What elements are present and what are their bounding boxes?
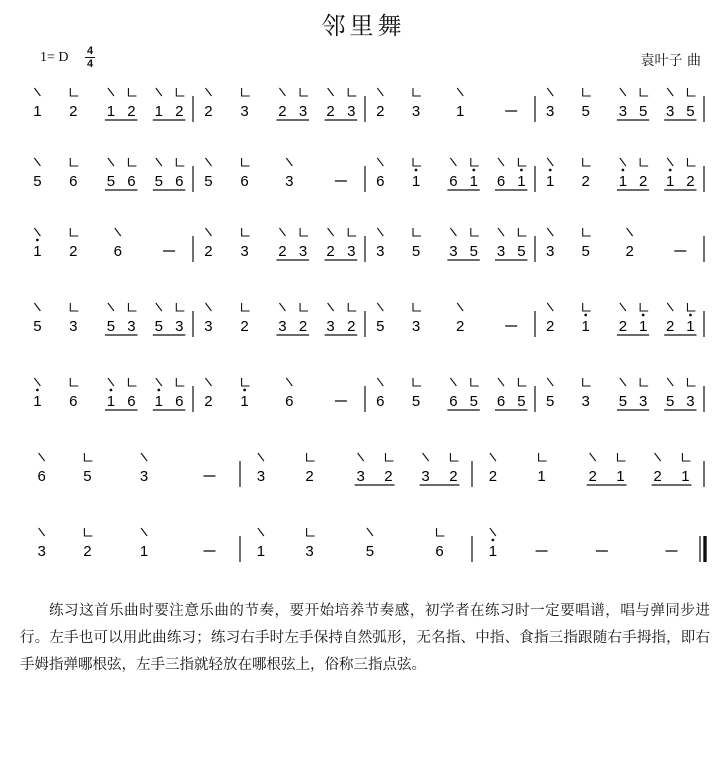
octave-dot	[36, 389, 39, 392]
stroke-mark	[423, 453, 429, 461]
hook-mark	[300, 228, 308, 236]
hook-mark	[348, 303, 356, 311]
hook-mark	[385, 453, 393, 461]
stroke-mark	[590, 453, 596, 461]
note-digit: 2	[204, 393, 213, 410]
note-digit: 5	[154, 173, 163, 190]
stroke-mark	[490, 528, 496, 536]
stroke-mark	[367, 528, 373, 536]
note-digit: 5	[411, 243, 421, 260]
note-digit: 2	[638, 173, 648, 190]
stroke-mark	[328, 228, 334, 236]
note-digit: 5	[106, 318, 116, 335]
hook-mark	[242, 158, 250, 166]
stroke-mark	[286, 378, 292, 386]
note-digit: 5	[546, 393, 555, 410]
note-digit: 5	[638, 103, 648, 120]
note-digit: 6	[449, 393, 458, 410]
note-digit: 3	[376, 243, 385, 260]
note-digit: 3	[666, 103, 675, 120]
note-digit: 3	[69, 318, 78, 335]
note-digit: 6	[435, 543, 444, 560]
hook-mark	[583, 158, 591, 166]
note-digit: 5	[517, 243, 526, 260]
note-digit: 3	[298, 243, 308, 260]
stroke-mark	[108, 303, 114, 311]
note-digit: 3	[347, 243, 356, 260]
hook-mark	[471, 228, 479, 236]
note-digit: 1	[686, 318, 695, 335]
note-digit: 5	[154, 318, 163, 335]
stroke-mark	[108, 158, 114, 166]
hook-mark	[471, 158, 479, 166]
note-digit: 5	[411, 393, 421, 410]
hook-mark	[242, 378, 250, 386]
stroke-mark	[141, 453, 147, 461]
note-digit: 5	[469, 393, 478, 410]
hook-mark	[539, 453, 547, 461]
stroke-mark	[450, 158, 456, 166]
key-signature: 1= D	[40, 50, 69, 65]
hook-mark	[413, 228, 421, 236]
note-digit: 1	[106, 103, 116, 120]
note-digit: 2	[175, 103, 184, 120]
note-digit: 5	[686, 103, 695, 120]
hook-mark	[687, 158, 695, 166]
note-digit: 2	[686, 173, 695, 190]
note-digit: 2	[653, 468, 662, 485]
stroke-mark	[498, 378, 504, 386]
note-digit: 5	[376, 318, 385, 335]
octave-dot	[520, 169, 523, 172]
note-digit: 6	[37, 468, 46, 485]
stroke-mark	[328, 303, 334, 311]
note-digit: 5	[666, 393, 675, 410]
hook-mark	[128, 88, 136, 96]
note-digit: 6	[496, 393, 506, 410]
stroke-mark	[620, 88, 626, 96]
note-digit: 3	[127, 318, 136, 335]
stroke-mark	[34, 158, 40, 166]
note-digit: 1	[517, 173, 526, 190]
hook-mark	[583, 378, 591, 386]
note-digit: 1	[33, 103, 42, 120]
octave-dot	[36, 239, 39, 242]
stroke-mark	[34, 378, 40, 386]
note-digit: 2	[618, 318, 628, 335]
octave-dot	[491, 539, 494, 542]
note-digit: 5	[33, 173, 42, 190]
hook-mark	[583, 228, 591, 236]
octave-dot	[415, 169, 418, 172]
time-signature-bottom: 4	[86, 58, 94, 70]
note-digit: 6	[175, 393, 184, 410]
note-digit: 2	[449, 468, 458, 485]
note-digit: 2	[488, 468, 498, 485]
hook-mark	[450, 453, 458, 461]
note-digit: 6	[376, 173, 385, 190]
stroke-mark	[34, 303, 40, 311]
stroke-mark	[156, 88, 162, 96]
stroke-mark	[108, 378, 114, 386]
note-digit: 2	[278, 243, 287, 260]
note-digit: 2	[204, 243, 213, 260]
note-digit: 1	[240, 393, 249, 410]
stroke-mark	[115, 228, 121, 236]
stroke-mark	[498, 228, 504, 236]
note-digit: 2	[326, 243, 335, 260]
note-digit: 6	[127, 393, 136, 410]
note-digit: 5	[581, 103, 590, 120]
note-digit: 3	[256, 468, 266, 485]
hook-mark	[176, 88, 184, 96]
note-digit: 1	[546, 173, 555, 190]
note-digit: 2	[69, 103, 78, 120]
stroke-mark	[377, 158, 383, 166]
hook-mark	[640, 378, 648, 386]
hook-mark	[70, 303, 78, 311]
hook-mark	[242, 303, 250, 311]
note-digit: 2	[305, 468, 314, 485]
hook-mark	[682, 453, 690, 461]
stroke-mark	[620, 303, 626, 311]
stroke-mark	[457, 88, 463, 96]
hook-mark	[640, 88, 648, 96]
stroke-mark	[655, 453, 661, 461]
stroke-mark	[205, 378, 211, 386]
hook-mark	[640, 303, 648, 311]
note-digit: 1	[666, 173, 675, 190]
stroke-mark	[547, 158, 553, 166]
note-digit: 2	[347, 318, 356, 335]
hook-mark	[176, 303, 184, 311]
stroke-mark	[279, 228, 285, 236]
note-digit: 2	[384, 468, 393, 485]
note-digit: 1	[154, 103, 163, 120]
stroke-mark	[328, 88, 334, 96]
stroke-mark	[450, 228, 456, 236]
hook-mark	[687, 88, 695, 96]
stroke-mark	[205, 228, 211, 236]
note-digit: 3	[240, 103, 249, 120]
hook-mark	[413, 88, 421, 96]
stroke-mark	[205, 88, 211, 96]
hook-mark	[128, 378, 136, 386]
stroke-mark	[279, 88, 285, 96]
hook-mark	[307, 528, 315, 536]
note-digit: 1	[488, 543, 498, 560]
note-digit: 5	[365, 543, 375, 560]
note-digit: 1	[256, 543, 266, 560]
note-digit: 5	[33, 318, 42, 335]
hook-mark	[640, 158, 648, 166]
note-digit: 3	[298, 103, 308, 120]
note-digit: 1	[33, 243, 42, 260]
stroke-mark	[156, 303, 162, 311]
note-digit: 3	[139, 468, 149, 485]
note-digit: 6	[69, 173, 78, 190]
octave-dot	[243, 389, 246, 392]
stroke-mark	[667, 158, 673, 166]
note-digit: 3	[546, 103, 555, 120]
note-digit: 2	[69, 243, 78, 260]
stroke-mark	[377, 88, 383, 96]
hook-mark	[583, 88, 591, 96]
page-title: 邻里舞	[321, 12, 406, 40]
hook-mark	[300, 303, 308, 311]
hook-mark	[242, 88, 250, 96]
practice-notes-text: 练习这首乐曲时要注意乐曲的节奏，要开始培养节奏感，初学者在练习时一定要唱谱，唱与弹同步进行。左手也可以用此曲练习；练习右手时左手保持自然弧形，无名指、中指、食指三指跟随右手拇指，即右手姆指弹哪根弦，左手三指就轻放在哪根弦上，俗称三指点弦。	[20, 603, 710, 673]
hook-mark	[242, 228, 250, 236]
hook-mark	[300, 88, 308, 96]
note-digit: 1	[581, 318, 590, 335]
note-digit: 2	[581, 173, 590, 190]
note-digit: 3	[546, 243, 555, 260]
note-digit: 3	[37, 543, 46, 560]
note-digit: 3	[638, 393, 648, 410]
note-digit: 2	[588, 468, 597, 485]
note-digit: 3	[496, 243, 506, 260]
note-digit: 6	[376, 393, 385, 410]
note-digit: 2	[83, 543, 92, 560]
note-digit: 1	[537, 468, 546, 485]
stroke-mark	[377, 228, 383, 236]
note-digit: 5	[517, 393, 526, 410]
note-digit: 3	[356, 468, 365, 485]
note-digit: 3	[278, 318, 287, 335]
hook-mark	[128, 158, 136, 166]
stroke-mark	[547, 228, 553, 236]
hook-mark	[413, 303, 421, 311]
note-digit: 3	[240, 243, 249, 260]
practice-notes	[20, 598, 710, 679]
note-digit: 5	[106, 173, 116, 190]
note-digit: 3	[305, 543, 314, 560]
note-digit: 3	[411, 318, 421, 335]
note-digit: 1	[469, 173, 478, 190]
note-digit: 6	[285, 393, 294, 410]
note-digit: 2	[204, 103, 213, 120]
hook-mark	[413, 378, 421, 386]
note-digit: 1	[106, 393, 116, 410]
stroke-mark	[667, 303, 673, 311]
hook-mark	[518, 228, 526, 236]
hook-mark	[70, 378, 78, 386]
octave-dot	[472, 169, 475, 172]
stroke-mark	[620, 158, 626, 166]
note-digit: 6	[127, 173, 136, 190]
stroke-mark	[547, 303, 553, 311]
stroke-mark	[141, 528, 147, 536]
hook-mark	[518, 378, 526, 386]
note-digit: 2	[546, 318, 555, 335]
stroke-mark	[205, 303, 211, 311]
stroke-mark	[498, 158, 504, 166]
stroke-mark	[34, 88, 40, 96]
stroke-mark	[667, 88, 673, 96]
stroke-mark	[377, 303, 383, 311]
octave-dot	[157, 389, 160, 392]
note-digit: 1	[638, 318, 648, 335]
hook-mark	[617, 453, 625, 461]
octave-dot	[669, 169, 672, 172]
hook-mark	[70, 88, 78, 96]
stroke-mark	[205, 158, 211, 166]
note-digit: 2	[127, 103, 136, 120]
note-digit: 2	[456, 318, 465, 335]
note-digit: 5	[83, 468, 92, 485]
note-digit: 6	[113, 243, 122, 260]
note-digit: 2	[240, 318, 249, 335]
note-digit: 2	[376, 103, 385, 120]
hook-mark	[128, 303, 136, 311]
note-digit: 2	[278, 103, 287, 120]
note-digit: 2	[666, 318, 675, 335]
hook-mark	[348, 228, 356, 236]
hook-mark	[84, 453, 92, 461]
hook-mark	[413, 158, 421, 166]
hook-mark	[437, 528, 445, 536]
stroke-mark	[450, 378, 456, 386]
note-digit: 3	[326, 318, 335, 335]
note-digit: 3	[449, 243, 458, 260]
note-digit: 1	[411, 173, 421, 190]
note-digit: 3	[581, 393, 590, 410]
hook-mark	[307, 453, 315, 461]
stroke-mark	[457, 303, 463, 311]
note-digit: 1	[456, 103, 465, 120]
stroke-mark	[108, 88, 114, 96]
note-digit: 3	[175, 318, 184, 335]
stroke-mark	[258, 453, 264, 461]
note-digit: 6	[240, 173, 249, 190]
hook-mark	[70, 158, 78, 166]
note-digit: 3	[285, 173, 294, 190]
hook-mark	[471, 378, 479, 386]
note-digit: 1	[139, 543, 149, 560]
note-digit: 1	[154, 393, 163, 410]
note-digit: 6	[496, 173, 506, 190]
note-digit: 3	[618, 103, 628, 120]
note-digit: 3	[347, 103, 356, 120]
hook-mark	[687, 303, 695, 311]
note-digit: 3	[411, 103, 421, 120]
stroke-mark	[620, 378, 626, 386]
note-digit: 5	[618, 393, 628, 410]
note-digit: 1	[616, 468, 625, 485]
note-digit: 3	[421, 468, 430, 485]
note-digit: 2	[298, 318, 308, 335]
note-digit: 5	[469, 243, 478, 260]
stroke-mark	[279, 303, 285, 311]
stroke-mark	[627, 228, 633, 236]
stroke-mark	[358, 453, 364, 461]
hook-mark	[176, 158, 184, 166]
note-digit: 1	[618, 173, 628, 190]
note-digit: 1	[681, 468, 690, 485]
stroke-mark	[156, 158, 162, 166]
stroke-mark	[377, 378, 383, 386]
note-digit: 6	[69, 393, 78, 410]
hook-mark	[583, 303, 591, 311]
stroke-mark	[286, 158, 292, 166]
octave-dot	[642, 314, 645, 317]
time-signature-top: 4	[86, 45, 94, 57]
stroke-mark	[39, 528, 45, 536]
stroke-mark	[667, 378, 673, 386]
stroke-mark	[39, 453, 45, 461]
composer-credit: 袁叶子 曲	[640, 53, 701, 69]
hook-mark	[70, 228, 78, 236]
hook-mark	[84, 528, 92, 536]
stroke-mark	[258, 528, 264, 536]
note-digit: 3	[204, 318, 213, 335]
stroke-mark	[547, 88, 553, 96]
stroke-mark	[490, 453, 496, 461]
octave-dot	[584, 314, 587, 317]
note-digit: 6	[175, 173, 184, 190]
octave-dot	[110, 389, 113, 392]
note-digit: 6	[449, 173, 458, 190]
octave-dot	[549, 169, 552, 172]
octave-dot	[621, 169, 624, 172]
hook-mark	[176, 378, 184, 386]
octave-dot	[689, 314, 692, 317]
note-digit: 5	[204, 173, 213, 190]
stroke-mark	[156, 378, 162, 386]
note-digit: 3	[686, 393, 695, 410]
note-digit: 5	[581, 243, 590, 260]
note-digit: 2	[326, 103, 335, 120]
hook-mark	[518, 158, 526, 166]
note-digit: 2	[625, 243, 634, 260]
hook-mark	[687, 378, 695, 386]
stroke-mark	[34, 228, 40, 236]
stroke-mark	[547, 378, 553, 386]
note-digit: 1	[33, 393, 42, 410]
hook-mark	[348, 88, 356, 96]
